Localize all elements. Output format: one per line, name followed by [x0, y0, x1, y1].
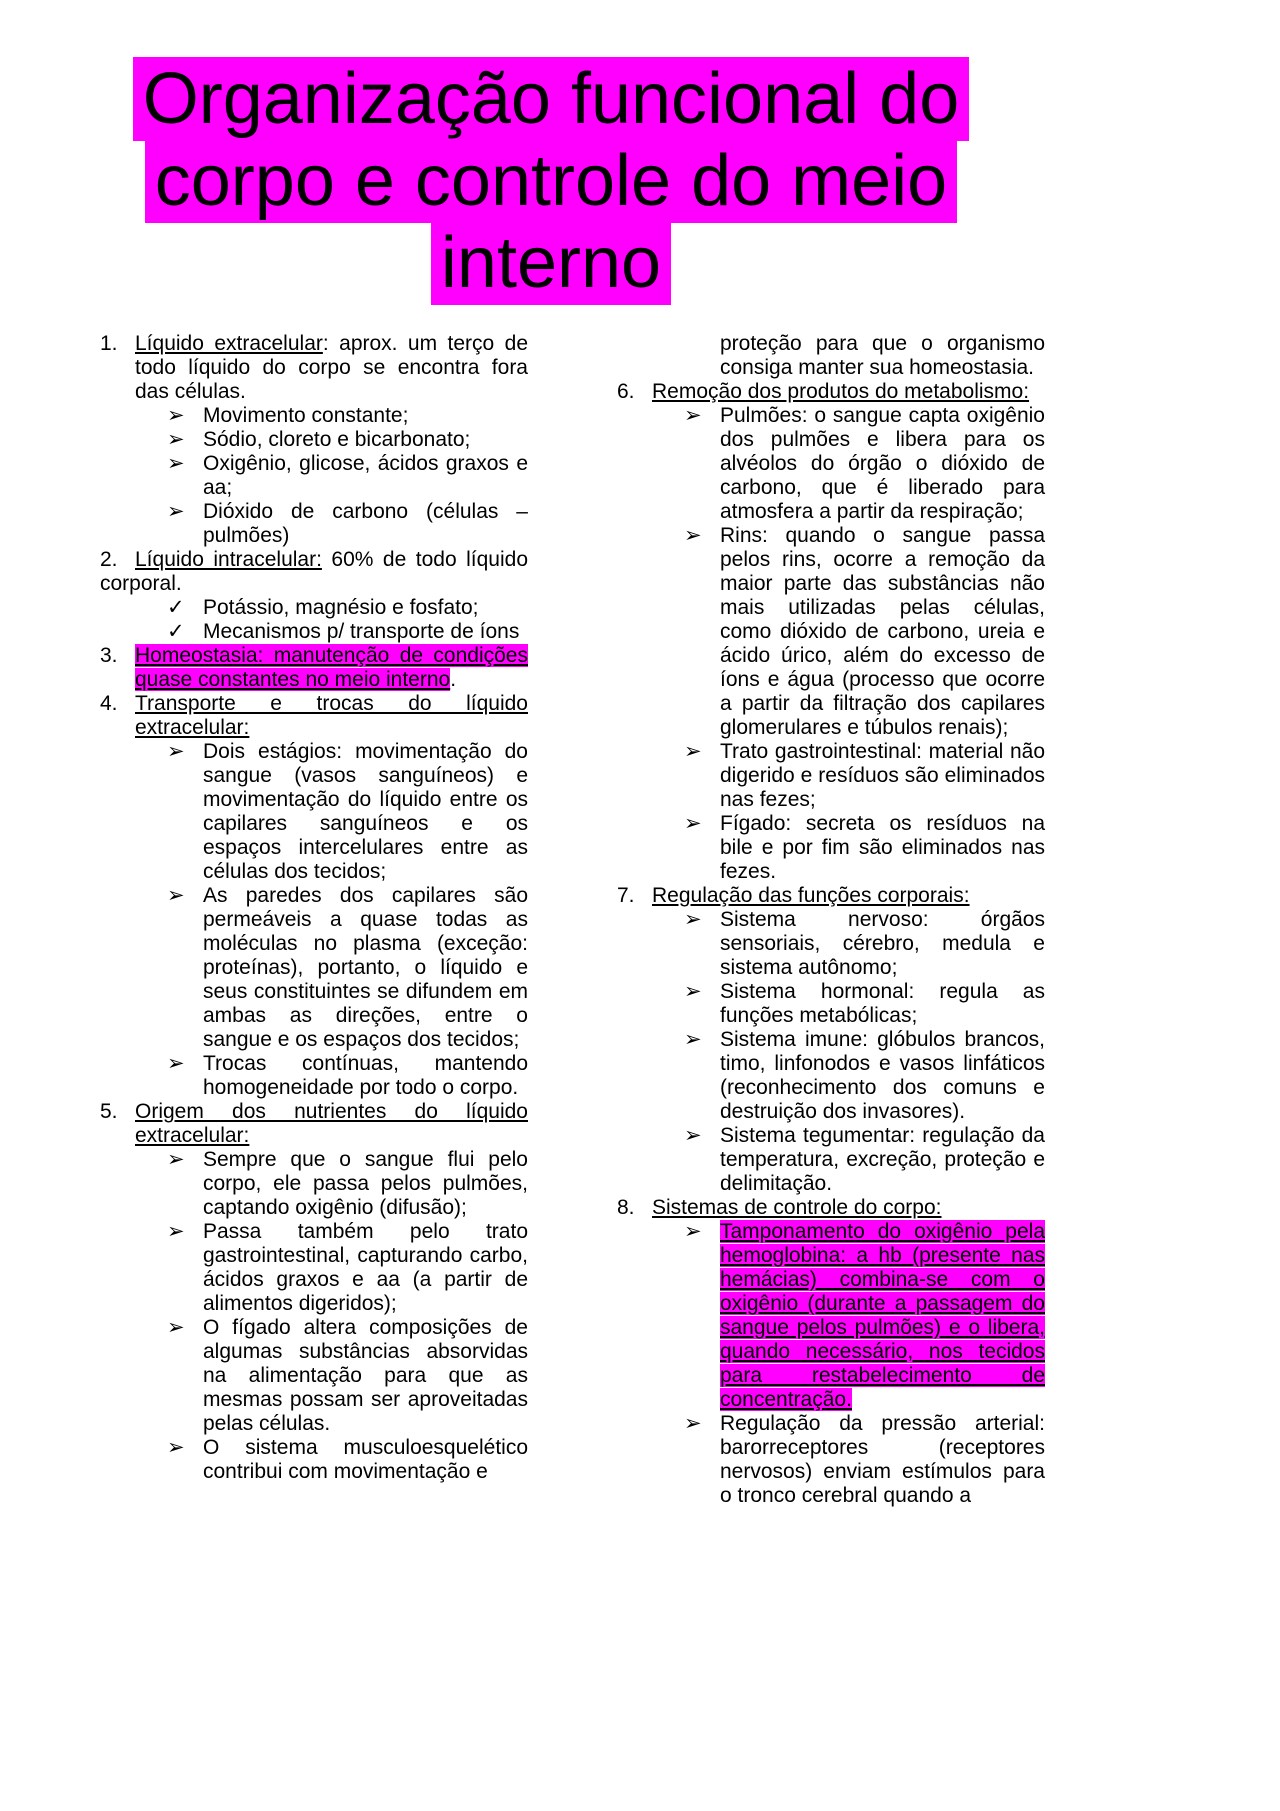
arrow-bullet-icon: ➢ [684, 740, 702, 763]
bullet-text: O sistema musculoesquelético contribui com movimentação e [203, 1436, 528, 1483]
item-number: 8. [617, 1196, 635, 1219]
item-text [652, 1196, 1045, 1220]
title-line-3 [100, 222, 1002, 304]
bullet-item [100, 1316, 528, 1436]
right-column [617, 332, 1045, 1508]
bullet-text: Oxigênio, glicose, ácidos graxos e aa; [203, 452, 528, 499]
arrow-bullet-icon: ➢ [684, 404, 702, 427]
bullet-item [617, 1220, 1045, 1412]
item-heading: Líquido extracelular [135, 332, 323, 355]
bullet-text: Mecanismos p/ transporte de íons [203, 620, 520, 643]
bullet-text: As paredes dos capilares são permeáveis a quase todas as moléculas no plasma (exceção: proteínas), portanto, o líquido e seus constituintes se difundem em ambas as direções, entre o sangue e os espaços dos tecidos; [203, 884, 528, 1051]
item-body: : aprox. um terço de todo líquido do corpo se encontra fora das células. [135, 332, 528, 403]
arrow-bullet-icon: ➢ [167, 1316, 185, 1339]
bullet-item [100, 452, 528, 500]
item-heading: Regulação das funções corporais: [652, 884, 970, 907]
bullet-item [100, 1052, 528, 1100]
continued-paragraph: proteção para que o organismo consiga manter sua homeostasia. [720, 332, 1045, 379]
bullet-item [100, 404, 528, 428]
numbered-item-2 [100, 548, 528, 596]
arrow-bullet-icon: ➢ [167, 452, 185, 475]
bullet-text: Dióxido de carbono (células – pulmões) [203, 500, 528, 547]
bullet-text: Sistema nervoso: órgãos sensoriais, cérebro, medula e sistema autônomo; [720, 908, 1045, 979]
bullet-item [617, 1028, 1045, 1124]
bullet-item [100, 428, 528, 452]
bullet-item [617, 1412, 1045, 1508]
bullet-text: Sistema tegumentar: regulação da temperatura, excreção, proteção e delimitação. [720, 1124, 1045, 1195]
bullet-item [100, 596, 528, 620]
item-number: 7. [617, 884, 635, 907]
item-heading: Remoção dos produtos do metabolismo: [652, 380, 1030, 403]
title-line-2 [100, 140, 1002, 222]
arrow-bullet-icon: ➢ [167, 428, 185, 451]
bullet-text: Potássio, magnésio e fosfato; [203, 596, 479, 619]
item-body: 60% de todo líquido corporal. [100, 548, 529, 595]
bullet-item [617, 980, 1045, 1028]
numbered-item-3 [100, 644, 528, 692]
bullet-text: Sistema imune: glóbulos brancos, timo, linfonodos e vasos linfáticos (reconhecimento dos comuns e destruição dos invasores). [720, 1028, 1045, 1123]
arrow-bullet-icon: ➢ [167, 500, 185, 523]
numbered-item-4 [100, 692, 528, 740]
arrow-bullet-icon: ➢ [167, 740, 185, 763]
item-number: 5. [100, 1100, 118, 1123]
check-bullet-icon: ✓ [167, 596, 185, 619]
bullet-item [617, 404, 1045, 524]
bullet-text: O fígado altera composições de algumas substâncias absorvidas na alimentação para que as mesmas possam ser aproveitadas pelas células. [203, 1316, 528, 1435]
item-body: . [450, 668, 457, 691]
bullet-item [100, 1220, 528, 1316]
arrow-bullet-icon: ➢ [167, 1436, 185, 1459]
bullet-text: Movimento constante; [203, 404, 409, 427]
bullet-text: Pulmões: o sangue capta oxigênio dos pulmões e libera para os alvéolos do órgão o dióxido de carbono, que é liberado para atmosfera a partir da respiração; [720, 404, 1045, 523]
item-heading: Sistemas de controle do corpo: [652, 1196, 942, 1219]
title-highlight: corpo e controle do meio [145, 139, 957, 223]
arrow-bullet-icon: ➢ [684, 1028, 702, 1051]
item-number: 6. [617, 380, 635, 403]
item-heading: Transporte e trocas do líquido extracelular: [135, 692, 528, 739]
arrow-bullet-icon: ➢ [167, 404, 185, 427]
bullet-item [100, 1148, 528, 1220]
bullet-item [617, 740, 1045, 812]
title-highlight: Organização funcional do [133, 57, 970, 141]
bullet-text: Dois estágios: movimentação do sangue (vasos sanguíneos) e movimentação do líquido entre os capilares sanguíneos e os espaços intercelulares entre as células dos tecidos; [203, 740, 528, 883]
bullet-text: Fígado: secreta os resíduos na bile e por fim são eliminados nas fezes. [720, 812, 1045, 883]
bullet-text: Regulação da pressão arterial: barorreceptores (receptores nervosos) enviam estímulos para o tronco cerebral quando a [720, 1412, 1045, 1507]
numbered-item-7 [617, 884, 1045, 908]
item-text [135, 1100, 528, 1148]
bullet-text: Trocas contínuas, mantendo homogeneidade por todo o corpo. [203, 1052, 528, 1099]
bullet-item [100, 500, 528, 548]
bullet-text: Sempre que o sangue flui pelo corpo, ele passa pelos pulmões, captando oxigênio (difusão); [203, 1148, 528, 1219]
highlighted-passage: Tamponamento do oxigênio pela hemoglobina: a hb (presente nas hemácias) combina-se com o oxigênio (durante a passagem do sangue pelos pulmões) e o libera, quando necessário, nos tecidos para restabelecimento de concentração. [720, 1220, 1045, 1411]
item-text [135, 332, 528, 404]
bullet-text: Rins: quando o sangue passa pelos rins, ocorre a remoção da maior parte das substâncias não mais utilizadas pelas células, como dióxido de carbono, ureia e ácido úrico, além do excesso de íons e água (processo que ocorre a partir da filtração dos capilares glomerulares e túbulos renais); [720, 524, 1045, 739]
two-column-layout [100, 332, 1280, 1508]
arrow-bullet-icon: ➢ [167, 1148, 185, 1171]
numbered-item-1 [100, 332, 528, 404]
bullet-text: Sódio, cloreto e bicarbonato; [203, 428, 471, 451]
arrow-bullet-icon: ➢ [684, 524, 702, 547]
arrow-bullet-icon: ➢ [167, 1220, 185, 1243]
bullet-item [617, 812, 1045, 884]
arrow-bullet-icon: ➢ [684, 812, 702, 835]
check-bullet-icon: ✓ [167, 620, 185, 643]
numbered-item-5 [100, 1100, 528, 1148]
arrow-bullet-icon: ➢ [167, 884, 185, 907]
item-number: 3. [100, 644, 118, 667]
arrow-bullet-icon: ➢ [684, 1412, 702, 1435]
arrow-bullet-icon: ➢ [684, 980, 702, 1003]
bullet-text: Trato gastrointestinal: material não digerido e resíduos são eliminados nas fezes; [720, 740, 1045, 811]
document-title [100, 58, 1002, 304]
item-text [652, 884, 1045, 908]
item-heading: Origem dos nutrientes do líquido extracelular: [135, 1100, 528, 1147]
title-highlight: interno [431, 221, 671, 305]
arrow-bullet-icon: ➢ [684, 1124, 702, 1147]
item-text [652, 380, 1045, 404]
bullet-item [100, 884, 528, 1052]
bullet-item [100, 740, 528, 884]
item-heading: Líquido intracelular: [135, 548, 322, 571]
bullet-text [720, 1220, 1045, 1412]
bullet-text: Passa também pelo trato gastrointestinal, capturando carbo, ácidos graxos e aa (a partir de alimentos digeridos); [203, 1220, 528, 1315]
numbered-item-6 [617, 380, 1045, 404]
bullet-item [617, 524, 1045, 740]
bullet-item [617, 1124, 1045, 1196]
left-column [100, 332, 528, 1508]
title-line-1 [100, 58, 1002, 140]
item-number: 1. [100, 332, 118, 355]
numbered-item-8 [617, 1196, 1045, 1220]
item-text [135, 644, 528, 692]
arrow-bullet-icon: ➢ [167, 1052, 185, 1075]
arrow-bullet-icon: ➢ [684, 1220, 702, 1243]
bullet-item [617, 908, 1045, 980]
highlighted-heading: Homeostasia: manutenção de condições quase constantes no meio interno [135, 644, 528, 691]
item-text [135, 692, 528, 740]
item-number: 2. [100, 548, 118, 571]
arrow-bullet-icon: ➢ [684, 908, 702, 931]
bullet-text: Sistema hormonal: regula as funções metabólicas; [720, 980, 1045, 1027]
bullet-item [100, 620, 528, 644]
bullet-item [100, 1436, 528, 1484]
item-number: 4. [100, 692, 118, 715]
